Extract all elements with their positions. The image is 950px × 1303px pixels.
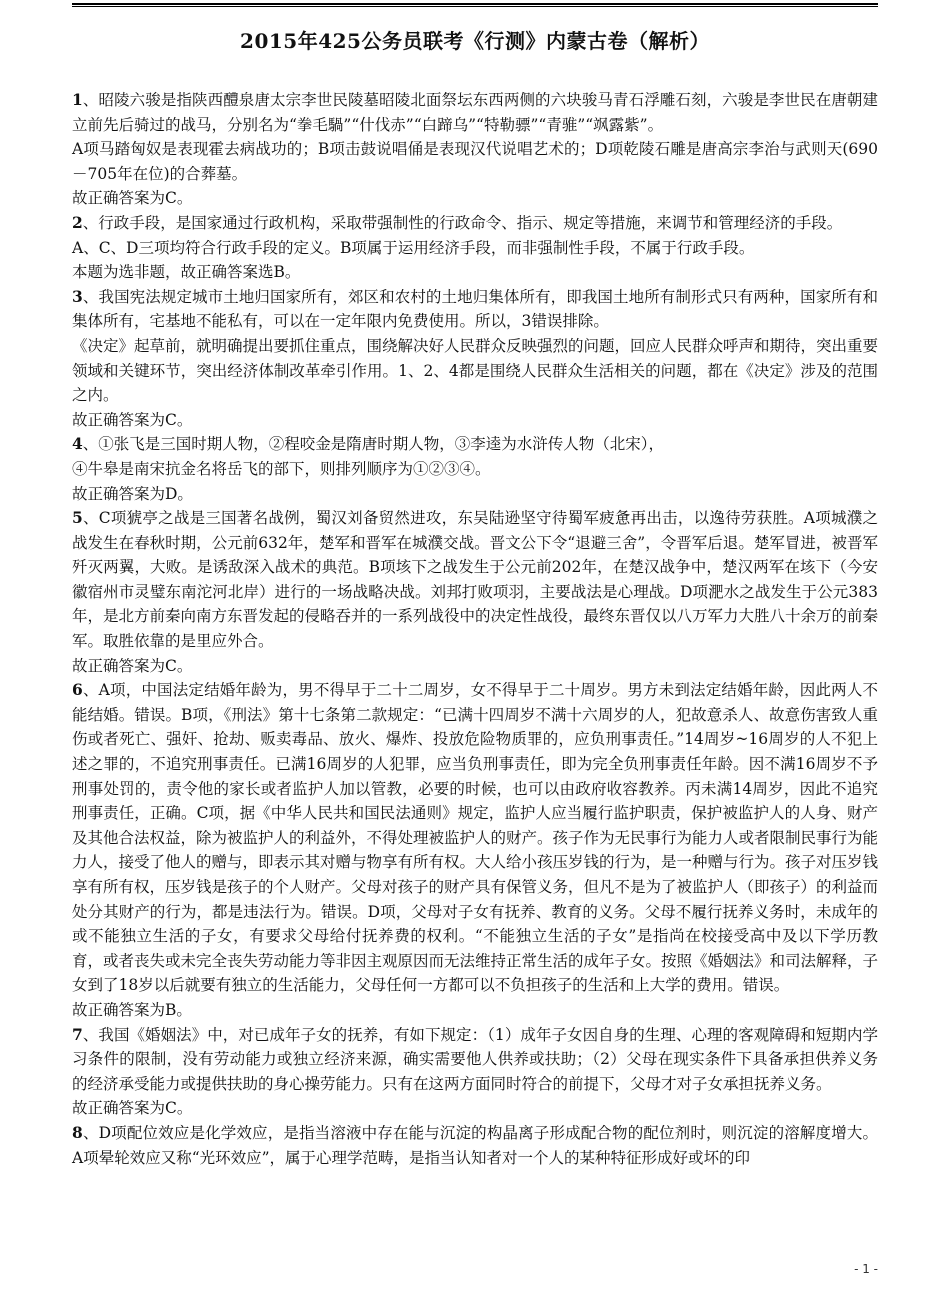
question-number: 5 <box>72 508 83 528</box>
question-paragraph <box>72 211 878 236</box>
question-number: 7 <box>72 1024 83 1044</box>
explanation-paragraph <box>72 334 878 408</box>
paragraph-text: 、D项配位效应是化学效应，是指当溶液中存在能与沉淀的构晶离子形成配合物的配位剂时，则沉淀的溶解度增大。A项晕轮效应又称“光环效应”，属于心理学范畴，是指当认知者对一个人的某种特征形成好或坏的印 <box>72 1123 878 1167</box>
explanation-paragraph <box>72 654 878 679</box>
header-rule <box>72 3 878 7</box>
paragraph-text: 、行政手段，是国家通过行政机构，采取带强制性的行政命令、指示、规定等措施，来调节和管理经济的手段。 <box>82 213 843 232</box>
paragraph-text: 故正确答案为B。 <box>72 1000 192 1019</box>
question-paragraph <box>72 1121 878 1170</box>
explanation-paragraph <box>72 236 878 261</box>
explanation-paragraph <box>72 186 878 211</box>
question-paragraph <box>72 678 878 998</box>
explanation-paragraph <box>72 457 878 482</box>
paragraph-text: 故正确答案为C。 <box>72 1099 193 1118</box>
question-paragraph <box>72 506 878 654</box>
question-number: 2 <box>72 212 83 232</box>
page-title: 2015年425公务员联考《行测》内蒙古卷（解析） <box>240 29 710 53</box>
page-number: - 1 - <box>854 1262 878 1276</box>
paragraph-text: 《决定》起草前，就明确提出要抓住重点，围绕解决好人民群众反映强烈的问题，回应人民群众呼声和期待，突出重要领域和关键环节，突出经济体制改革牵引作用。1、2、4都是围绕人民群众生活相关的问题，都在《决定》涉及的范围之内。 <box>72 336 879 405</box>
question-number: 4 <box>72 434 83 454</box>
question-paragraph <box>72 88 878 137</box>
paragraph-text: A、C、D三项均符合行政手段的定义。B项属于运用经济手段，而非强制性手段，不属于行政手段。 <box>72 238 755 257</box>
question-number: 6 <box>72 680 83 700</box>
question-number: 1 <box>72 90 83 109</box>
paragraph-text: ④牛皋是南宋抗金名将岳飞的部下，则排列顺序为①②③④。 <box>72 459 491 478</box>
paragraph-text: 、我国宪法规定城市土地归国家所有，郊区和农村的土地归集体所有，即我国土地所有制形式只有两种，国家所有和集体所有，宅基地不能私有，可以在一定年限内免费使用。所以，3错误排除。 <box>72 287 878 331</box>
question-paragraph <box>72 285 878 334</box>
paragraph-text: 故正确答案为C。 <box>72 656 193 675</box>
paragraph-text: 、①张飞是三国时期人物，②程咬金是隋唐时期人物，③李逵为水浒传人物（北宋）， <box>82 435 665 454</box>
explanation-paragraph <box>72 408 878 433</box>
explanation-paragraph <box>72 1096 878 1121</box>
paragraph-text: 、我国《婚姻法》中，对已成年子女的抚养，有如下规定：（1）成年子女因自身的生理、心理的客观障碍和短期内学习条件的限制，没有劳动能力或独立经济来源，确实需要他人供养或扶助；（2）父母在现实条件下具备承担供养义务的经济承受能力或提供扶助的身心操劳能力。只有在这两方面同时符合的前提下，父母才对子女承担抚养义务。 <box>72 1025 878 1093</box>
question-paragraph <box>72 432 878 457</box>
question-number: 3 <box>72 286 83 306</box>
document-body <box>72 88 878 1170</box>
explanation-paragraph <box>72 998 878 1023</box>
paragraph-text: 、昭陵六骏是指陕西醴泉唐太宗李世民陵墓昭陵北面祭坛东西两侧的六块骏马青石浮雕石刻，六骏是李世民在唐朝建立前先后骑过的战马，分别名为“拳毛騧”“什伐赤”“白蹄乌”“特勒骠”“青骓”“飒露紫”。 <box>72 91 878 134</box>
paragraph-text: 故正确答案为C。 <box>72 189 193 208</box>
explanation-paragraph <box>72 260 878 285</box>
paragraph-text: 、A项，中国法定结婚年龄为，男不得早于二十二周岁，女不得早于二十周岁。男方未到法定结婚年龄，因此两人不能结婚。错误。B项，《刑法》第十七条第二款规定：“已满十四周岁不满十六周岁的人，犯故意杀人、故意伤害致人重伤或者死亡、强奸、抢劫、贩卖毒品、放火、爆炸、投放危险物质罪的，应负刑事责任。”14周岁~16周岁的人不犯上述之罪的，不追究刑事责任。已满16周岁的人犯罪，应当负刑事责任，即为完全负刑事责任年龄。因不满16周岁不予刑事处罚的，责令他的家长或者监护人加以管教，必要的时候，也可以由政府收容教养。丙未满14周岁，因此不追究刑事责任，正确。C项，据《中华人民共和国民法通则》规定，监护人应当履行监护职责，保护被监护人的人身、财产及其他合法权益，除为被监护人的利益外，不得处理被监护人的财产。孩子作为无民事行为能力人或者限制民事行为能力人，接受了他人的赠与，即表示其对赠与物享有所有权。大人给小孩压岁钱的行为，是一种赠与行为。孩子对压岁钱享有所有权，压岁钱是孩子的个人财产。父母对孩子的财产具有保管义务，但凡不是为了被监护人（即孩子）的利益而处分其财产的行为，都是违法行为。错误。D项，父母对子女有抚养、教育的义务。父母不履行抚养义务时，未成年的或不能独立生活的子女，有要求父母给付抚养费的权利。“不能独立生活的子女”是指尚在校接受高中及以下学历教育，或者丧失或未完全丧失劳动能力等非因主观原因而无法维持正常生活的成年子女。按照《婚姻法》和司法解释，子女到了18岁以后就要有独立的生活能力，父母任何一方都可以不负担孩子的生活和上大学的费用。错误。 <box>72 681 879 995</box>
paragraph-text: 故正确答案为C。 <box>72 410 193 429</box>
question-paragraph <box>72 1023 878 1097</box>
paragraph-text: 故正确答案为D。 <box>72 484 193 503</box>
question-number: 8 <box>72 1122 83 1142</box>
explanation-paragraph <box>72 482 878 507</box>
paragraph-text: A项马踏匈奴是表现霍去病战功的；B项击鼓说唱俑是表现汉代说唱艺术的；D项乾陵石雕是唐高宗李治与武则天(690－705年在位)的合葬墓。 <box>72 140 878 183</box>
paragraph-text: 本题为选非题，故正确答案选B。 <box>72 263 301 282</box>
explanation-paragraph <box>72 137 878 186</box>
paragraph-text: 、C项猇亭之战是三国著名战例，蜀汉刘备贸然进攻，东吴陆逊坚守待蜀军疲惫再出击，以逸待劳获胜。A项城濮之战发生在春秋时期，公元前632年，楚军和晋军在城濮交战。晋文公下令“退避三舍”，令晋军后退。楚军冒进，被晋军歼灭两翼，大败。是诱敌深入战术的典范。B项垓下之战发生于公元前202年，在楚汉战争中，楚汉两军在垓下（今安徽宿州市灵璧东南沱河北岸）进行的一场战略决战。刘邦打败项羽，主要战法是心理战。D项淝水之战发生于公元383年，是北方前秦向南方东晋发起的侵略吞并的一系列战役中的决定性战役，最终东晋仅以八万军力大胜八十余万的前秦军。取胜依靠的是里应外合。 <box>72 509 879 651</box>
